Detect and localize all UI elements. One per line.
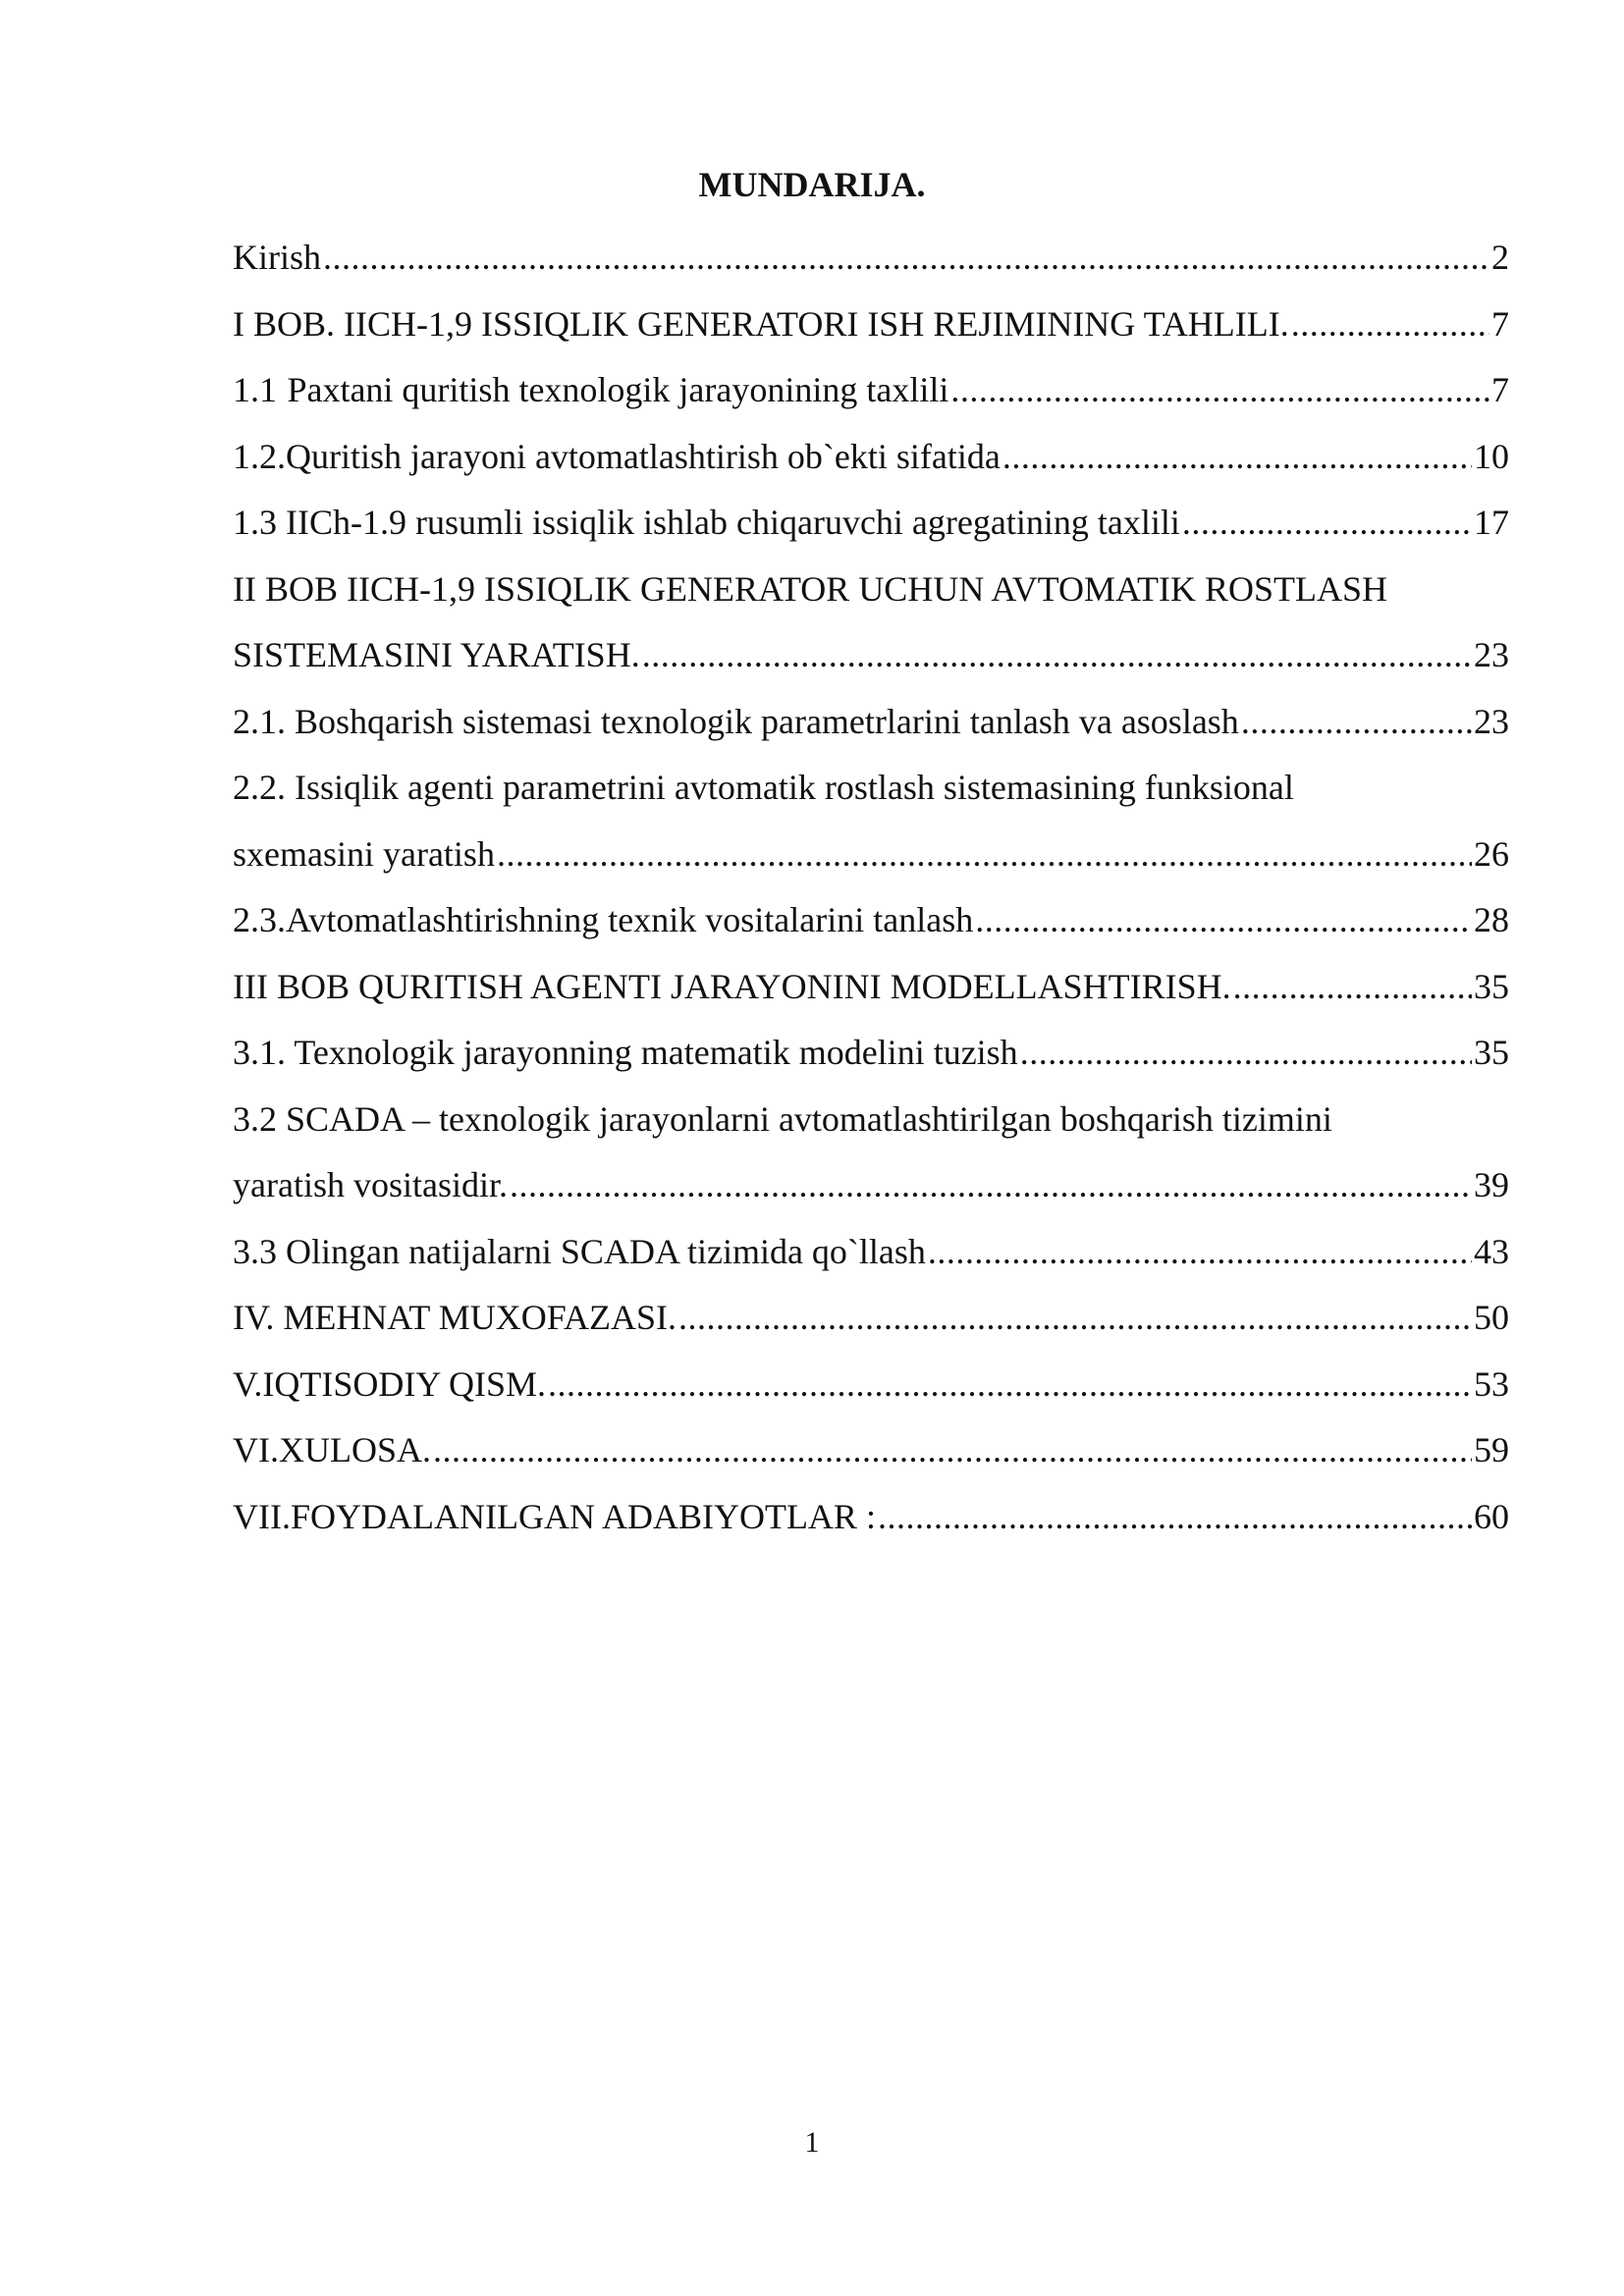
- toc-page-number: 23: [1474, 635, 1509, 674]
- toc-entry-text: Paxtani quritish texnologik jarayonining taxlili: [287, 370, 949, 409]
- dot-leader: [1233, 954, 1472, 1021]
- toc-entry-text: VII.FOYDALANILGAN ADABIYOTLAR :: [233, 1496, 876, 1536]
- toc-entry-text: 1.2.Quritish jarayoni avtomatlashtirish ob`ekti sifatida: [233, 436, 1001, 476]
- toc-page-number: 7: [1491, 303, 1509, 344]
- toc-page-number: 53: [1474, 1363, 1509, 1404]
- toc-entry-1-2[interactable]: [233, 424, 1509, 491]
- dot-leader: [950, 357, 1489, 424]
- toc-entry-3-3[interactable]: [233, 1219, 1509, 1286]
- toc-entry-text-line1: 3.2 SCADA – texnologik jarayonlarni avtomatlashtirilgan boshqarish tizimini: [233, 1098, 1332, 1139]
- toc-entry-text: 3.1. Texnologik jarayonning matematik modelini tuzish: [233, 1033, 1018, 1072]
- toc-page-number: 39: [1474, 1165, 1509, 1204]
- toc-entry-text-line2: yaratish vositasidir.: [233, 1165, 508, 1204]
- toc-entry-text: Kirish: [233, 238, 321, 277]
- toc-entry-2-1[interactable]: [233, 689, 1509, 756]
- toc-page-number: 10: [1474, 436, 1509, 476]
- toc-page-number: 60: [1474, 1496, 1509, 1536]
- toc-page-number: 35: [1474, 966, 1509, 1006]
- toc-entry-text: 1.3 IICh-1.9 rusumli issiqlik ishlab chiqaruvchi agregatining taxlili: [233, 503, 1180, 542]
- page-title: MUNDARIJA.: [698, 165, 926, 204]
- toc-entry-text-line2: SISTEMASINI YARATISH.: [233, 635, 640, 674]
- toc-entry-text-line2: sxemasini yaratish: [233, 833, 495, 874]
- dot-leader: [1002, 424, 1472, 491]
- dot-leader: [928, 1219, 1472, 1286]
- dot-leader: [1020, 1020, 1472, 1087]
- toc-entry-chapter-6[interactable]: [233, 1417, 1509, 1484]
- table-of-contents: [233, 225, 1509, 1550]
- dot-leader: [510, 1152, 1472, 1219]
- toc-entry-chapter-7[interactable]: [233, 1484, 1509, 1551]
- dot-leader: [1241, 689, 1472, 756]
- dot-leader: [323, 225, 1489, 292]
- dot-leader: [678, 1285, 1472, 1352]
- toc-page-number: 28: [1474, 900, 1509, 939]
- toc-entry-text-line1: II BOB IICH-1,9 ISSIQLIK GENERATOR UCHUN AVTOMATIK ROSTLASH: [233, 568, 1388, 609]
- toc-entry-text: 2.1. Boshqarish sistemasi texnologik parametrlarini tanlash va asoslash: [233, 701, 1239, 741]
- toc-entry-text: 3.3 Olingan natijalarni SCADA tizimida qo`llash: [233, 1231, 926, 1271]
- toc-entry-text: VI.XULOSA.: [233, 1430, 431, 1469]
- toc-page-number: 17: [1474, 503, 1509, 542]
- dot-leader: [642, 622, 1472, 689]
- toc-page-number: 23: [1474, 701, 1509, 741]
- toc-page-number: 43: [1474, 1231, 1509, 1271]
- toc-entry-text: III BOB QURITISH AGENTI JARAYONINI MODELLASHTIRISH.: [233, 966, 1231, 1006]
- toc-entry-chapter-3[interactable]: [233, 954, 1509, 1021]
- toc-entry-chapter-1[interactable]: [233, 292, 1509, 358]
- toc-page-number: 2: [1491, 238, 1509, 277]
- toc-entry-text: V.IQTISODIY QISM.: [233, 1363, 547, 1404]
- dot-leader: [975, 887, 1472, 954]
- toc-page-number: 59: [1474, 1430, 1509, 1469]
- toc-page-number: 50: [1474, 1298, 1509, 1337]
- toc-entry-text: IV. MEHNAT MUXOFAZASI.: [233, 1298, 677, 1337]
- toc-entry-kirish[interactable]: [233, 225, 1509, 292]
- toc-entry-chapter-4[interactable]: [233, 1285, 1509, 1352]
- toc-entry-1-1[interactable]: [233, 357, 1509, 424]
- toc-entry-1-3[interactable]: [233, 490, 1509, 557]
- toc-page-number: 26: [1474, 833, 1509, 874]
- dot-leader: [497, 822, 1472, 888]
- toc-entry-text-line1: 2.2. Issiqlik agenti parametrini avtomatik rostlash sistemasining funksional: [233, 768, 1294, 807]
- page-number: 1: [804, 2126, 820, 2159]
- toc-entry-text: I BOB. IICH-1,9 ISSIQLIK GENERATORI ISH REJIMINING TAHLILI.: [233, 303, 1289, 344]
- dot-leader: [1291, 292, 1489, 358]
- toc-entry-3-1[interactable]: [233, 1020, 1509, 1087]
- dot-leader: [433, 1417, 1472, 1484]
- dot-leader: [548, 1352, 1472, 1418]
- toc-entry-2-3[interactable]: [233, 887, 1509, 954]
- dot-leader: [1182, 490, 1472, 557]
- toc-page-number: 35: [1474, 1033, 1509, 1072]
- dot-leader: [878, 1484, 1472, 1551]
- toc-page-number: 7: [1491, 370, 1509, 409]
- toc-entry-chapter-5[interactable]: [233, 1352, 1509, 1418]
- toc-entry-3-2[interactable]: [233, 1087, 1509, 1219]
- toc-entry-2-2[interactable]: [233, 755, 1509, 887]
- toc-entry-chapter-2[interactable]: [233, 557, 1509, 689]
- toc-entry-text: 2.3.Avtomatlashtirishning texnik vositalarini tanlash: [233, 900, 974, 939]
- toc-entry-number: 1.1: [233, 370, 277, 409]
